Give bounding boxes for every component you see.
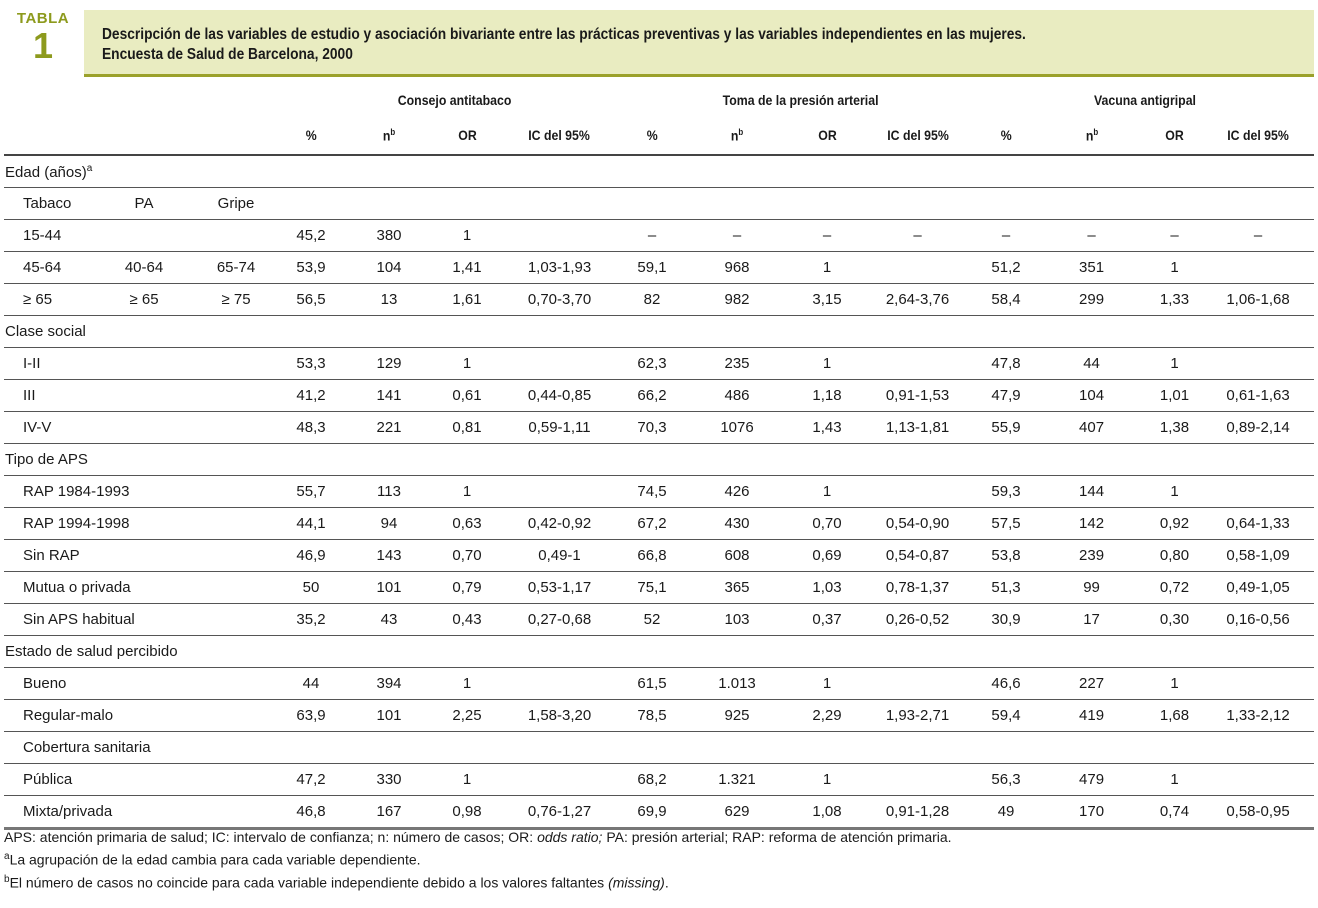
cell-vacuna-pct: 57,5 — [976, 508, 1036, 540]
category-row — [4, 636, 1314, 668]
row-label: RAP 1984-1993 — [4, 476, 284, 508]
cell-vacuna-pct: 59,4 — [976, 700, 1036, 732]
cell-presion-or: 1 — [795, 476, 859, 508]
cell-vacuna-or: 1,01 — [1147, 380, 1202, 412]
cell-consejo-or: 0,81 — [440, 412, 494, 444]
cell-presion-pct: 75,1 — [625, 572, 679, 604]
cell-vacuna-pct: 58,4 — [976, 284, 1036, 316]
col-header-consejo-ic: IC del 95% — [494, 116, 625, 155]
category-label — [4, 636, 1314, 668]
cell-consejo-pct: 41,2 — [284, 380, 338, 412]
col-header-presion-n: $n^b$ — [679, 116, 795, 155]
tabla-word: TABLA — [16, 10, 70, 27]
cell-vacuna-or: 1,68 — [1147, 700, 1202, 732]
cell-presion-pct: 78,5 — [625, 700, 679, 732]
group-header-row — [4, 83, 1314, 116]
cell-vacuna-ic: 0,64-1,33 — [1202, 508, 1314, 540]
cell-vacuna-n: 104 — [1036, 380, 1147, 412]
cell-vacuna-ic: 0,61-1,63 — [1202, 380, 1314, 412]
cell-vacuna-or: 1 — [1147, 668, 1202, 700]
footnote-abbreviations: APS: atención primaria de salud; IC: intervalo de confianza; n: número de casos; OR: odds ratio; PA: presión arterial; RAP: reforma de atención primaria. — [4, 829, 952, 845]
cell-presion-or: 1 — [795, 668, 859, 700]
cell-vacuna-or: 1 — [1147, 476, 1202, 508]
category-row — [4, 444, 1314, 476]
col-header-vacuna-or: OR — [1147, 116, 1202, 155]
cell-presion-n: 365 — [679, 572, 795, 604]
cell-vacuna-n: 99 — [1036, 572, 1147, 604]
cell-presion-n: 608 — [679, 540, 795, 572]
cell-consejo-ic: 1,03-1,93 — [494, 252, 625, 284]
cell-vacuna-ic: 0,58-1,09 — [1202, 540, 1314, 572]
category-footnote-mark: a — [86, 162, 93, 174]
cell-vacuna-ic — [1202, 476, 1314, 508]
cell-presion-ic — [859, 476, 976, 508]
cell-vacuna-or: 1,33 — [1147, 284, 1202, 316]
cell-presion-or: 1 — [795, 252, 859, 284]
col-header-vacuna-n: $n^b$ — [1036, 116, 1147, 155]
cell-presion-ic: 0,78-1,37 — [859, 572, 976, 604]
cell-presion-ic: 0,91-1,53 — [859, 380, 976, 412]
table-row — [4, 572, 1314, 604]
cell-vacuna-or: 1,38 — [1147, 412, 1202, 444]
cell-consejo-or: 1,61 — [440, 284, 494, 316]
cell-presion-pct: – — [625, 220, 679, 252]
cell-consejo-ic — [494, 668, 625, 700]
cell-consejo-n: 167 — [338, 796, 440, 829]
table-body — [4, 155, 1314, 829]
cell-vacuna-pct: 55,9 — [976, 412, 1036, 444]
table-row — [4, 668, 1314, 700]
cell-consejo-pct: 53,9 — [284, 252, 338, 284]
tabla-number: 1 — [32, 25, 54, 66]
sub-header-row — [4, 116, 1314, 155]
cell-presion-ic: 0,26-0,52 — [859, 604, 976, 636]
cell-presion-n: 1.013 — [679, 668, 795, 700]
row-label-pa: ≥ 65 — [100, 284, 188, 316]
cell-presion-pct: 70,3 — [625, 412, 679, 444]
cell-vacuna-ic: – — [1202, 220, 1314, 252]
cell-vacuna-n: 170 — [1036, 796, 1147, 829]
row-label: Mutua o privada — [4, 572, 284, 604]
cell-consejo-n: 113 — [338, 476, 440, 508]
table-row — [4, 348, 1314, 380]
category-label-text: Cobertura sanitaria — [23, 739, 151, 756]
cell-presion-n: 430 — [679, 508, 795, 540]
cell-vacuna-or: 0,30 — [1147, 604, 1202, 636]
row-label: III — [4, 380, 284, 412]
category-label — [4, 444, 1314, 476]
cell-consejo-ic: 0,53-1,17 — [494, 572, 625, 604]
table-row — [4, 700, 1314, 732]
age-subheader-2: Gripe — [188, 188, 284, 220]
row-label: Regular-malo — [4, 700, 284, 732]
row-label: 15-44 — [4, 220, 100, 252]
category-label-text: Edad (años) — [5, 163, 87, 181]
cell-consejo-pct: 50 — [284, 572, 338, 604]
col-header-presion-or: OR — [795, 116, 859, 155]
cell-vacuna-or: 0,80 — [1147, 540, 1202, 572]
cell-presion-pct: 74,5 — [625, 476, 679, 508]
cell-presion-pct: 61,5 — [625, 668, 679, 700]
cell-consejo-ic — [494, 476, 625, 508]
cell-consejo-or: 0,79 — [440, 572, 494, 604]
row-label: 45-64 — [4, 252, 100, 284]
cell-vacuna-ic — [1202, 764, 1314, 796]
cell-vacuna-pct: 47,9 — [976, 380, 1036, 412]
cell-vacuna-n: 407 — [1036, 412, 1147, 444]
cell-vacuna-n: 351 — [1036, 252, 1147, 284]
cell-vacuna-n: 227 — [1036, 668, 1147, 700]
table-row — [4, 604, 1314, 636]
cell-consejo-or: 0,70 — [440, 540, 494, 572]
row-label: Pública — [4, 764, 284, 796]
cell-vacuna-n: 142 — [1036, 508, 1147, 540]
row-label: ≥ 65 — [4, 284, 100, 316]
cell-presion-or: 3,15 — [795, 284, 859, 316]
cell-vacuna-or: – — [1147, 220, 1202, 252]
cell-consejo-n: 141 — [338, 380, 440, 412]
cell-presion-or: 1,03 — [795, 572, 859, 604]
row-label-gripe: ≥ 75 — [188, 284, 284, 316]
row-label: RAP 1994-1998 — [4, 508, 284, 540]
age-subheader-0: Tabaco — [4, 188, 100, 220]
cell-vacuna-or: 0,74 — [1147, 796, 1202, 829]
cell-consejo-n: 101 — [338, 572, 440, 604]
cell-vacuna-ic — [1202, 668, 1314, 700]
cell-presion-or: 0,70 — [795, 508, 859, 540]
cell-consejo-or: 1 — [440, 220, 494, 252]
group-header-presion: Toma de la presión arterial — [722, 91, 879, 108]
title-line-2: Encuesta de Salud de Barcelona, 2000 — [102, 46, 353, 63]
cell-consejo-or: 1 — [440, 348, 494, 380]
cell-consejo-n: 380 — [338, 220, 440, 252]
category-label — [4, 316, 1314, 348]
group-header-consejo: Consejo antitabaco — [397, 91, 512, 108]
cell-presion-or: 1 — [795, 348, 859, 380]
cell-vacuna-n: 239 — [1036, 540, 1147, 572]
cell-vacuna-n: 479 — [1036, 764, 1147, 796]
cell-vacuna-or: 0,72 — [1147, 572, 1202, 604]
row-label: Sin APS habitual — [4, 604, 284, 636]
cell-vacuna-ic: 0,16-0,56 — [1202, 604, 1314, 636]
category-label-text: Estado de salud percibido — [5, 643, 178, 660]
group-header-vacuna: Vacuna antigripal — [1094, 91, 1197, 108]
cell-vacuna-pct: 30,9 — [976, 604, 1036, 636]
cell-vacuna-pct: 47,8 — [976, 348, 1036, 380]
cell-consejo-ic: 0,44-0,85 — [494, 380, 625, 412]
cell-presion-or: 2,29 — [795, 700, 859, 732]
cell-presion-ic: 1,13-1,81 — [859, 412, 976, 444]
cell-presion-or: 1 — [795, 764, 859, 796]
cell-presion-pct: 66,8 — [625, 540, 679, 572]
cell-vacuna-pct: 53,8 — [976, 540, 1036, 572]
cell-consejo-n: 101 — [338, 700, 440, 732]
cell-consejo-or: 1 — [440, 764, 494, 796]
cell-vacuna-pct: 49 — [976, 796, 1036, 829]
cell-consejo-n: 330 — [338, 764, 440, 796]
table-row — [4, 220, 1314, 252]
cell-consejo-ic: 0,27-0,68 — [494, 604, 625, 636]
cell-consejo-ic: 0,70-3,70 — [494, 284, 625, 316]
cell-vacuna-n: 17 — [1036, 604, 1147, 636]
cell-vacuna-pct: 56,3 — [976, 764, 1036, 796]
table-row — [4, 796, 1314, 829]
cell-presion-n: 968 — [679, 252, 795, 284]
cell-presion-or: 0,69 — [795, 540, 859, 572]
table-header — [0, 0, 1314, 78]
cell-presion-n: – — [679, 220, 795, 252]
col-header-vacuna-ic: IC del 95% — [1202, 116, 1314, 155]
cell-consejo-or: 1 — [440, 668, 494, 700]
category-label — [4, 155, 1314, 188]
cell-consejo-pct: 46,8 — [284, 796, 338, 829]
cell-consejo-ic — [494, 348, 625, 380]
cell-consejo-pct: 53,3 — [284, 348, 338, 380]
cell-consejo-n: 129 — [338, 348, 440, 380]
cell-consejo-n: 394 — [338, 668, 440, 700]
cell-presion-n: 925 — [679, 700, 795, 732]
footnote-b: $^b$El número de casos no coincide para cada variable independiente debido a los valores faltantes (missing). — [4, 873, 669, 891]
cell-vacuna-ic: 0,49-1,05 — [1202, 572, 1314, 604]
cell-presion-ic — [859, 668, 976, 700]
age-subheader-1: PA — [100, 188, 188, 220]
cell-consejo-n: 13 — [338, 284, 440, 316]
cell-presion-or: 1,18 — [795, 380, 859, 412]
cell-presion-or: 1,43 — [795, 412, 859, 444]
cell-presion-or: 0,37 — [795, 604, 859, 636]
cell-consejo-pct: 45,2 — [284, 220, 338, 252]
cell-consejo-ic: 1,58-3,20 — [494, 700, 625, 732]
cell-presion-n: 982 — [679, 284, 795, 316]
cell-presion-n: 629 — [679, 796, 795, 829]
cell-presion-ic: 2,64-3,76 — [859, 284, 976, 316]
cell-presion-pct: 68,2 — [625, 764, 679, 796]
table-row — [4, 540, 1314, 572]
row-label-gripe — [188, 220, 284, 252]
category-row — [4, 732, 1314, 764]
cell-presion-n: 103 — [679, 604, 795, 636]
cell-consejo-n: 94 — [338, 508, 440, 540]
title-band — [84, 10, 1314, 77]
table-row — [4, 284, 1314, 316]
row-label: IV-V — [4, 412, 284, 444]
cell-consejo-pct: 55,7 — [284, 476, 338, 508]
cell-consejo-or: 0,61 — [440, 380, 494, 412]
cell-consejo-pct: 46,9 — [284, 540, 338, 572]
cell-presion-pct: 69,9 — [625, 796, 679, 829]
cell-presion-ic: 0,91-1,28 — [859, 796, 976, 829]
cell-consejo-or: 0,98 — [440, 796, 494, 829]
cell-consejo-ic — [494, 764, 625, 796]
table-row — [4, 476, 1314, 508]
cell-vacuna-pct: 51,3 — [976, 572, 1036, 604]
col-header-presion-pct: % — [625, 116, 679, 155]
cell-vacuna-ic: 1,06-1,68 — [1202, 284, 1314, 316]
cell-presion-ic: – — [859, 220, 976, 252]
table-row — [4, 380, 1314, 412]
cell-consejo-ic: 0,59-1,11 — [494, 412, 625, 444]
cell-vacuna-or: 0,92 — [1147, 508, 1202, 540]
age-group-subheader-row — [4, 188, 1314, 220]
table-row — [4, 764, 1314, 796]
cell-presion-n: 486 — [679, 380, 795, 412]
cell-vacuna-pct: 46,6 — [976, 668, 1036, 700]
cell-vacuna-n: 44 — [1036, 348, 1147, 380]
category-row — [4, 316, 1314, 348]
cell-presion-pct: 52 — [625, 604, 679, 636]
cell-consejo-n: 104 — [338, 252, 440, 284]
table-label — [4, 10, 82, 76]
cell-presion-n: 235 — [679, 348, 795, 380]
category-row — [4, 155, 1314, 188]
cell-consejo-n: 143 — [338, 540, 440, 572]
category-label — [4, 732, 1314, 764]
cell-presion-pct: 62,3 — [625, 348, 679, 380]
cell-vacuna-n: 419 — [1036, 700, 1147, 732]
cell-consejo-pct: 44 — [284, 668, 338, 700]
row-label: I-II — [4, 348, 284, 380]
cell-vacuna-ic — [1202, 252, 1314, 284]
table-row — [4, 508, 1314, 540]
cell-presion-n: 1076 — [679, 412, 795, 444]
cell-consejo-or: 0,63 — [440, 508, 494, 540]
cell-vacuna-ic: 0,89-2,14 — [1202, 412, 1314, 444]
cell-consejo-pct: 48,3 — [284, 412, 338, 444]
cell-consejo-or: 1 — [440, 476, 494, 508]
row-label-pa: 40-64 — [100, 252, 188, 284]
cell-consejo-pct: 56,5 — [284, 284, 338, 316]
col-header-vacuna-pct: % — [976, 116, 1036, 155]
cell-consejo-ic: 0,49-1 — [494, 540, 625, 572]
cell-consejo-n: 43 — [338, 604, 440, 636]
cell-consejo-pct: 63,9 — [284, 700, 338, 732]
row-label-pa — [100, 220, 188, 252]
cell-presion-ic — [859, 348, 976, 380]
table-title — [102, 25, 1026, 65]
cell-vacuna-n: 144 — [1036, 476, 1147, 508]
data-table — [4, 83, 1314, 830]
cell-consejo-pct: 47,2 — [284, 764, 338, 796]
cell-presion-pct: 82 — [625, 284, 679, 316]
row-label-gripe: 65-74 — [188, 252, 284, 284]
cell-consejo-or: 1,41 — [440, 252, 494, 284]
cell-consejo-ic: 0,76-1,27 — [494, 796, 625, 829]
cell-consejo-ic — [494, 220, 625, 252]
cell-vacuna-pct: 59,3 — [976, 476, 1036, 508]
col-header-consejo-or: OR — [440, 116, 494, 155]
cell-vacuna-ic: 1,33-2,12 — [1202, 700, 1314, 732]
cell-vacuna-pct: 51,2 — [976, 252, 1036, 284]
cell-consejo-ic: 0,42-0,92 — [494, 508, 625, 540]
cell-presion-or: 1,08 — [795, 796, 859, 829]
row-label: Bueno — [4, 668, 284, 700]
category-label-text: Clase social — [5, 323, 86, 340]
cell-vacuna-or: 1 — [1147, 252, 1202, 284]
cell-presion-ic — [859, 252, 976, 284]
footnote-a: $^a$La agrupación de la edad cambia para cada variable dependiente. — [4, 851, 421, 868]
col-header-consejo-pct: % — [284, 116, 338, 155]
cell-presion-n: 1.321 — [679, 764, 795, 796]
table-row — [4, 252, 1314, 284]
cell-vacuna-ic: 0,58-0,95 — [1202, 796, 1314, 829]
empty-cell — [284, 188, 1314, 220]
category-label-text: Tipo de APS — [5, 451, 88, 468]
cell-consejo-n: 221 — [338, 412, 440, 444]
cell-vacuna-or: 1 — [1147, 764, 1202, 796]
cell-presion-or: – — [795, 220, 859, 252]
cell-presion-ic: 0,54-0,87 — [859, 540, 976, 572]
footnotes — [4, 828, 1314, 892]
cell-vacuna-n: – — [1036, 220, 1147, 252]
cell-consejo-pct: 44,1 — [284, 508, 338, 540]
cell-vacuna-n: 299 — [1036, 284, 1147, 316]
col-header-presion-ic: IC del 95% — [859, 116, 976, 155]
cell-presion-ic: 1,93-2,71 — [859, 700, 976, 732]
cell-presion-ic: 0,54-0,90 — [859, 508, 976, 540]
cell-presion-ic — [859, 764, 976, 796]
cell-consejo-or: 2,25 — [440, 700, 494, 732]
cell-presion-n: 426 — [679, 476, 795, 508]
col-header-consejo-n: $n^b$ — [338, 116, 440, 155]
cell-vacuna-pct: – — [976, 220, 1036, 252]
cell-consejo-or: 0,43 — [440, 604, 494, 636]
table-row — [4, 412, 1314, 444]
cell-presion-pct: 66,2 — [625, 380, 679, 412]
cell-presion-pct: 59,1 — [625, 252, 679, 284]
cell-vacuna-ic — [1202, 348, 1314, 380]
cell-presion-pct: 67,2 — [625, 508, 679, 540]
row-label: Mixta/privada — [4, 796, 284, 829]
cell-consejo-pct: 35,2 — [284, 604, 338, 636]
title-line-1: Descripción de las variables de estudio y asociación bivariante entre las prácticas preventivas y las variables independientes en las mujeres. — [102, 26, 1026, 43]
cell-vacuna-or: 1 — [1147, 348, 1202, 380]
row-label: Sin RAP — [4, 540, 284, 572]
